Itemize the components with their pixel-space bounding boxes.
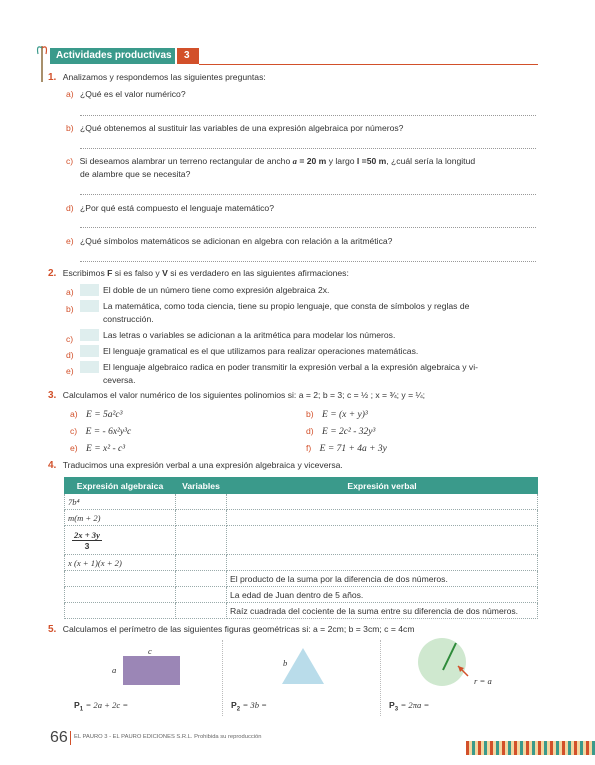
table-cell-input[interactable]: [227, 526, 538, 555]
table-row: m(m + 2): [65, 510, 538, 526]
table-cell-input[interactable]: [176, 494, 227, 510]
col-header-verbal: Expresión verbal: [227, 478, 538, 494]
answer-line[interactable]: [80, 227, 536, 228]
question-3: 3. Calculamos el valor numérico de los siguientes polinomios si: a = 2; b = 3; c = ½ ; x = ¾; y = ¼;: [48, 390, 426, 401]
table-row: Raíz cuadrada del cociente de la suma entre su diferencia de dos números.: [65, 603, 538, 619]
table-row: La edad de Juan dentro de 5 años.: [65, 587, 538, 603]
q1-item-b: b) ¿Qué obtenemos al sustituir las variables de una expresión algebraica por números?: [66, 123, 404, 133]
header-decoration: [36, 42, 44, 82]
perimeter-1: $P_1 = 2a + 2c$ =: [74, 700, 129, 713]
section-header: [50, 48, 175, 64]
table-cell-input[interactable]: [227, 555, 538, 571]
translation-table: [64, 477, 538, 619]
rectangle-figure: [123, 656, 180, 685]
table-cell-input[interactable]: [176, 587, 227, 603]
answer-box[interactable]: [80, 300, 99, 312]
answer-line[interactable]: [80, 261, 536, 262]
perimeter-3: $P_3 = 2\pi a$ =: [389, 700, 430, 713]
answer-line[interactable]: [80, 148, 536, 149]
q1-item-e: e) ¿Qué símbolos matemáticos se adicionan en algebra con relación a la aritmética?: [66, 236, 393, 246]
footer-divider: [70, 731, 71, 745]
question-2: 2. Escribimos F si es falso y V si es verdadero en las siguientes afirmaciones:: [48, 268, 349, 279]
q2-statement-c: Las letras o variables se adicionan a la aritmética para modelar los números.: [103, 330, 396, 340]
table-cell-input[interactable]: [227, 510, 538, 526]
q1-item-c: c) Si deseamos alambrar un terreno rectangular de ancho a = 20 m y largo l =50 m, ¿cuál sería la longitud: [66, 156, 476, 166]
q3-item-e: e) E = x² - c³: [70, 443, 126, 454]
table-cell-input[interactable]: [65, 603, 176, 619]
q1-item-d: d) ¿Por qué está compuesto el lenguaje matemático?: [66, 203, 274, 213]
table-row: El producto de la suma por la diferencia de dos números.: [65, 571, 538, 587]
table-cell-input[interactable]: [176, 555, 227, 571]
table-cell-input[interactable]: [227, 494, 538, 510]
perimeter-2: $P_2 = 3b$ =: [231, 700, 267, 713]
answer-line[interactable]: [80, 194, 536, 195]
leaf-icon: [36, 42, 48, 82]
triangle-figure: [280, 646, 326, 686]
column-divider: [222, 640, 223, 716]
q3-item-d: d) E = 2c² - 32y³: [306, 426, 376, 437]
q2-statement-e: El lenguaje algebraico radica en poder transmitir la expresión verbal a la expresión algebraica y vi-: [103, 362, 478, 372]
q3-item-b: b) E = (x + y)³: [306, 409, 368, 420]
q1-item-a: a) ¿Qué es el valor numérico?: [66, 89, 186, 99]
question-5: 5. Calculamos el perímetro de las siguientes figuras geométricas si: a = 2cm; b = 3cm; c = 4cm: [48, 624, 415, 635]
q2-statement-d: El lenguaje gramatical es el que utilizamos para realizar operaciones matemáticas.: [103, 346, 419, 356]
answer-box[interactable]: [80, 284, 99, 296]
table-row: 7b⁴: [65, 494, 538, 510]
answer-box[interactable]: [80, 361, 99, 373]
col-header-variables: Variables: [176, 478, 227, 494]
page-number: 66: [50, 729, 68, 746]
table-cell-input[interactable]: [65, 587, 176, 603]
table-cell-input[interactable]: [176, 510, 227, 526]
q2-statement-a: El doble de un número tiene como expresión algebraica 2x.: [103, 285, 330, 295]
footer-pattern: [466, 741, 595, 755]
column-divider: [380, 640, 381, 716]
q3-item-f: f) E = 71 + 4a + 3y: [306, 443, 387, 454]
table-row: [65, 526, 538, 555]
radius-line: [440, 640, 470, 680]
q3-item-c: c) E = - 6x²y³c: [70, 426, 132, 437]
table-cell-input[interactable]: [176, 526, 227, 555]
table-cell-input[interactable]: [65, 571, 176, 587]
answer-box[interactable]: [80, 329, 99, 341]
fraction-cell: $\frac{2x + 3y}{3}$: [65, 526, 176, 555]
section-title: Actividades productivas: [56, 50, 172, 61]
table-cell-input[interactable]: [176, 571, 227, 587]
table-row: x (x + 1)(x + 2): [65, 555, 538, 571]
col-header-algebraic: Expresión algebraica: [65, 478, 176, 494]
section-badge: 3: [177, 48, 199, 64]
footer-text: EL PAURO 3 - EL PAURO EDICIONES S.R.L. Prohibida su reproducción: [74, 734, 262, 740]
q2-statement-b: La matemática, como toda ciencia, tiene su propio lenguaje, que consta de símbolos y reglas de: [103, 301, 470, 311]
question-1: 1. Analizamos y respondemos las siguientes preguntas:: [48, 72, 266, 83]
question-4: 4. Traducimos una expresión verbal a una expresión algebraica y viceversa.: [48, 460, 343, 471]
q1-item-c-line2: de alambre que se necesita?: [80, 169, 191, 179]
answer-box[interactable]: [80, 345, 99, 357]
header-rule: [199, 64, 538, 65]
table-cell-input[interactable]: [176, 603, 227, 619]
answer-line[interactable]: [80, 115, 536, 116]
q3-item-a: a) E = 5a²c³: [70, 409, 123, 420]
